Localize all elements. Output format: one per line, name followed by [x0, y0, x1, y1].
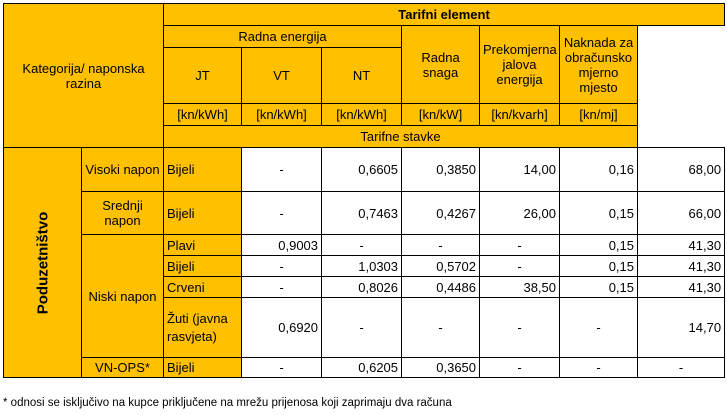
jt-cell: 0,9003 [242, 235, 322, 256]
header-category-label: Kategorija/ naponska razina [22, 60, 145, 91]
header-active-energy: Radna energija [164, 26, 402, 48]
metering-cell: 41,30 [638, 235, 725, 256]
power-cell: 26,00 [480, 192, 560, 235]
model-cell: Crveni [164, 277, 242, 298]
header-tariff-rates: Tarifne stavke [164, 126, 638, 148]
voltage-low: Niski napon [82, 235, 164, 358]
metering-cell: 14,70 [638, 298, 725, 358]
jt-cell: - [242, 358, 322, 378]
table-row [4, 192, 725, 235]
power-cell: - [480, 235, 560, 256]
unit-nt: [kn/kWh] [322, 104, 402, 126]
jt-cell: - [242, 277, 322, 298]
nt-cell: 0,4486 [402, 277, 480, 298]
header-nt: NT [322, 48, 402, 104]
header-vt: VT [242, 48, 322, 104]
unit-reactive: [kn/kvarh] [480, 104, 560, 126]
metering-cell: 41,30 [638, 277, 725, 298]
footnote: * odnosi se isključivo na kupce priključene na mrežu prijenosa koji zaprimaju dva računa [3, 397, 452, 409]
header-active-power: Radna snaga [402, 26, 480, 104]
vt-cell: 0,8026 [322, 277, 402, 298]
nt-cell: 0,3650 [402, 358, 480, 378]
jt-cell: 0,6920 [242, 298, 322, 358]
voltage-vn-ops: VN-OPS* [82, 358, 164, 378]
unit-metering: [kn/mj] [560, 104, 638, 126]
nt-cell: 0,3850 [402, 148, 480, 192]
reactive-cell: - [560, 358, 638, 378]
category-cell [4, 148, 82, 378]
header-reactive-energy: Prekomjerna jalova energija [480, 26, 560, 104]
power-cell: - [480, 358, 560, 378]
jt-cell: - [242, 256, 322, 277]
header-tariff-element: Tarifni element [164, 4, 725, 26]
table-row [4, 358, 725, 378]
model-cell: Žuti (javna rasvjeta) [164, 298, 242, 358]
voltage-medium: Srednji napon [82, 192, 164, 235]
nt-cell: - [402, 235, 480, 256]
reactive-cell: 0,15 [560, 277, 638, 298]
nt-cell: 0,5702 [402, 256, 480, 277]
vt-cell: 0,6605 [322, 148, 402, 192]
reactive-cell: 0,15 [560, 235, 638, 256]
reactive-cell: - [560, 298, 638, 358]
metering-cell: 66,00 [638, 192, 725, 235]
reactive-cell: 0,16 [560, 148, 638, 192]
header-category [4, 4, 164, 148]
vt-cell: - [322, 298, 402, 358]
model-cell: Bijeli [164, 256, 242, 277]
unit-jt: [kn/kWh] [164, 104, 242, 126]
unit-vt: [kn/kWh] [242, 104, 322, 126]
tariff-table [3, 3, 725, 378]
power-cell: - [480, 256, 560, 277]
metering-cell: 68,00 [638, 148, 725, 192]
power-cell: - [480, 298, 560, 358]
model-cell: Bijeli [164, 358, 242, 378]
nt-cell: - [402, 298, 480, 358]
voltage-high: Visoki napon [82, 148, 164, 192]
reactive-cell: 0,15 [560, 256, 638, 277]
vt-cell: 0,7463 [322, 192, 402, 235]
vt-cell: 0,6205 [322, 358, 402, 378]
jt-cell: - [242, 192, 322, 235]
category-label: Poduzetništvo [34, 211, 51, 314]
reactive-cell: 0,15 [560, 192, 638, 235]
nt-cell: 0,4267 [402, 192, 480, 235]
metering-cell: 41,30 [638, 256, 725, 277]
table-row [4, 148, 725, 192]
vt-cell: - [322, 235, 402, 256]
power-cell: 14,00 [480, 148, 560, 192]
table-row [4, 235, 725, 256]
unit-power: [kn/kW] [402, 104, 480, 126]
power-cell: 38,50 [480, 277, 560, 298]
model-cell: Bijeli [164, 192, 242, 235]
metering-cell: - [638, 358, 725, 378]
header-jt: JT [164, 48, 242, 104]
jt-cell: - [242, 148, 322, 192]
model-cell: Bijeli [164, 148, 242, 192]
model-cell: Plavi [164, 235, 242, 256]
header-metering-fee: Naknada za obračunsko mjerno mjesto [560, 26, 638, 104]
vt-cell: 1,0303 [322, 256, 402, 277]
